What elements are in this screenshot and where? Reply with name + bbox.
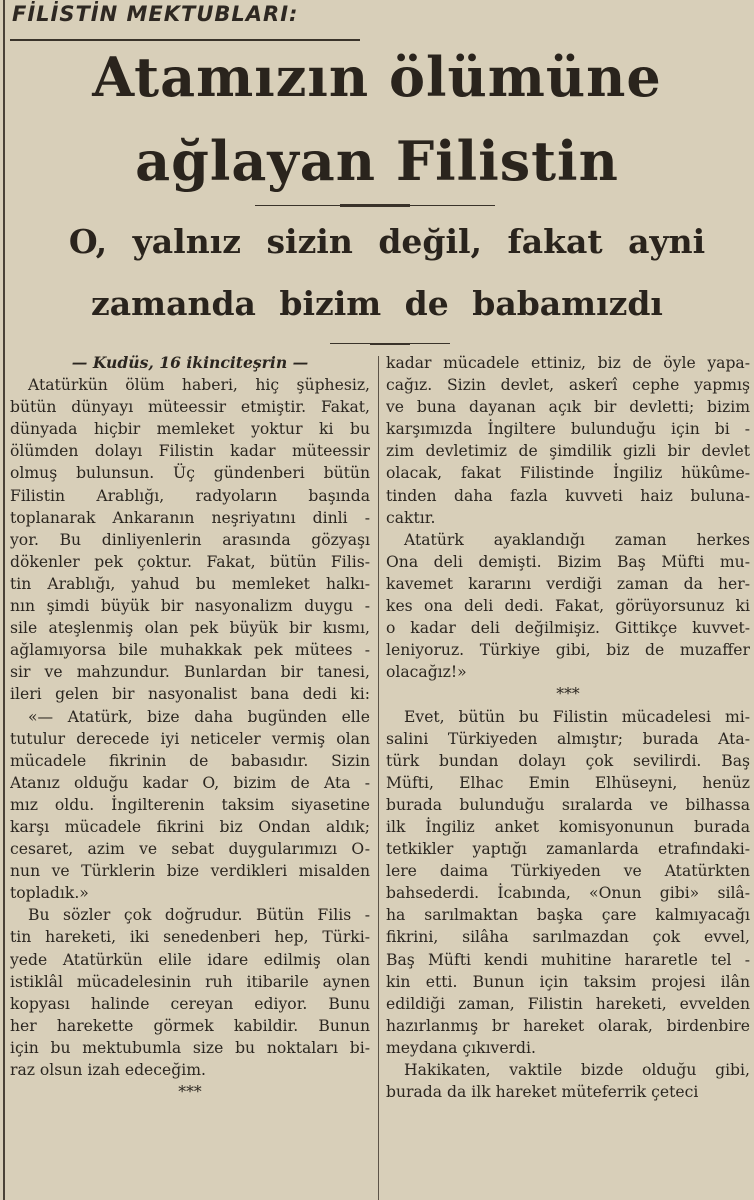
article-text-line: türk bundan dolayı çok sevilirdi. Baş (386, 751, 750, 770)
article-text-line: ha sarılmaktan başka çare kalmıyacağı (386, 906, 750, 925)
article-text-line: olacağız!» (386, 663, 467, 682)
article-text-line: burada da ilk hareket müteferrik çeteci (386, 1083, 699, 1102)
article-text-line: *** (178, 1083, 202, 1102)
article-text-line: leniyoruz. Türkiye gibi, biz de muzaffer (386, 641, 750, 660)
article-text-line: Ona deli demişti. Bizim Baş Müfti mu- (386, 552, 750, 571)
article-text-line: ölümden dolayı Filistin kadar müteessir (10, 442, 370, 461)
article-text-line: karşımızda İngiltere bulunduğu için bi - (386, 420, 750, 439)
headline-line-1: Atamızın ölümüne (92, 45, 662, 109)
article-column-left (10, 352, 370, 1103)
article-text-line: Atanız olduğu kadar O, bizim de Ata - (10, 773, 370, 792)
article-text-line: caktır. (386, 508, 436, 527)
article-text-line: yor. Bu dinliyenlerin arasında gözyaşı (10, 530, 370, 549)
article-text-line: ilk İngiliz anket komisyonunun burada (386, 817, 750, 836)
article-text-line: raz olsun izah edeceğim. (10, 1061, 206, 1079)
section-kicker: FİLİSTİN MEKTUBLARI: (12, 2, 299, 26)
article-text-line: bahsederdi. İcabında, «Onun gibi» silâ- (386, 884, 750, 903)
article-text-line: ileri gelen bir nasyonalist bana dedi ki: (10, 685, 370, 704)
article-text-line: o kadar deli değilmişiz. Gittikçe kuvvet- (386, 619, 750, 638)
subheadline-line-1: O, yalnız sizin değil, fakat ayni (68, 222, 706, 261)
article-text-line: topladık.» (10, 884, 89, 903)
article-text-line: toplanarak Ankaranın neşriyatını dinli - (10, 508, 370, 527)
article-text-line: yede Atatürkün elile idare edilmiş olan (10, 950, 370, 969)
article-text-line: kes ona deli dedi. Fakat, görüyorsunuz ki (386, 597, 750, 616)
article-text-line: edildiği zaman, Filistin hareketi, evvelden (386, 994, 750, 1013)
article-text-line: tetkikler yaptığı zamanlarda etrafındaki- (386, 840, 750, 859)
article-text-line: cesaret, azim ve sebat duygularımızı O- (10, 840, 370, 859)
article-text-line: tin Arablığı, yahud bu memleket halkı- (10, 574, 370, 593)
article-text-line: nın şimdi büyük bir nasyonalizm duygu - (10, 597, 370, 616)
article-text-line: dünyada hiçbir memleket yoktur ki bu (10, 420, 370, 439)
article-text-line: olmuş bulunsun. Üç gündenberi bütün (10, 464, 370, 483)
article-text-line: kopyası halinde cereyan ediyor. Bunu (10, 994, 370, 1013)
article-text-line: hazırlanmış br hareket olarak, birdenbire (386, 1016, 750, 1035)
article-text-line: Bu sözler çok doğrudur. Bütün Filis - (28, 906, 370, 925)
article-text-line: kin etti. Bunun için taksim projesi ilân (386, 972, 750, 991)
kicker-underline (10, 39, 360, 41)
article-text-line: karşı mücadele fikrini biz Ondan aldık; (10, 817, 370, 836)
article-text-line: «— Atatürk, bize daha bugünden elle (28, 707, 370, 726)
article-text-line: lere daima Türkiyeden ve Atatürkten (386, 862, 750, 881)
article-text-line: mücadele fikrinin de babasıdır. Sizin (10, 751, 370, 770)
article-text-line: tin hareketi, iki senedenberi hep, Türki- (10, 928, 370, 947)
article-text-line: bütün dünyayı müteessir etmiştir. Fakat, (10, 398, 370, 417)
article-text-line: sile ateşlenmiş olan pek büyük bir kısmı, (10, 619, 370, 638)
article-text-line: cağız. Sizin devlet, askerî cephe yapmış (386, 376, 750, 395)
article-text-line: Atatürk ayaklandığı zaman herkes (404, 530, 750, 549)
article-text-line: Baş Müfti kendi muhitine hararetle tel - (386, 950, 750, 969)
article-text-line: tutulur derecede iyi neticeler vermiş olan (10, 729, 370, 748)
article-text-line: Evet, bütün bu Filistin mücadelesi mi- (404, 707, 750, 726)
subheadline-divider (330, 343, 450, 345)
article-column-right (386, 352, 750, 1103)
article-text-line: Atatürkün ölüm haberi, hiç şüphesiz, (28, 376, 370, 395)
article-text-line: Hakikaten, vaktile bizde olduğu gibi, (404, 1061, 750, 1079)
article-text-line: ve buna dayanan açık bir devletti; bizim (386, 398, 750, 417)
article-text-line: her harekette görmek kabildir. Bunun (10, 1016, 370, 1035)
article-text-line: için bu mektubumla size bu noktaları bi- (10, 1038, 370, 1057)
subheadline-line-2: zamanda bizim de babamızdı (91, 284, 663, 323)
article-text-line: salini Türkiyeden almıştır; burada Ata- (386, 729, 750, 748)
article-text-line: Müfti, Elhac Emin Elhüseyni, henüz (386, 773, 750, 792)
article-text-line: burada bulunduğu sıralarda ve bilhassa (386, 795, 750, 814)
article-text-line: kavemet kararını verdiği zaman da her- (386, 574, 750, 593)
column-rule (378, 356, 379, 1200)
article-text-line: mız oldu. İngilterenin taksim siyasetine (10, 795, 370, 814)
article-text-line: fikrini, silâha sarılmazdan çok evvel, (386, 928, 750, 947)
article-text-line: dökenler pek çoktur. Fakat, bütün Filis- (10, 552, 370, 571)
article-text-line: kadar mücadele ettiniz, biz de öyle yapa- (386, 354, 750, 372)
article-text-line: olacak, fakat Filistinde İngiliz hükûme- (386, 464, 750, 483)
article-text-line: — Kudüs, 16 ikinciteşrin — (71, 353, 309, 372)
headline-divider (255, 204, 495, 207)
headline-line-2: ağlayan Filistin (135, 129, 619, 193)
article-text-line: istiklâl mücadelesinin ruh itibarile aynen (10, 972, 370, 991)
article-text-line: Filistin Arablığı, radyoların başında (10, 486, 370, 505)
article-text-line: meydana çıkıverdi. (386, 1038, 536, 1057)
article-text-line: zim devletimiz de şimdilik gizli bir devlet (386, 442, 750, 461)
article-text-line: sir ve mahzundur. Bunlardan bir tanesi, (10, 663, 370, 682)
article-text-line: *** (556, 685, 580, 704)
article-text-line: tinden daha fazla kuvveti haiz buluna- (386, 486, 750, 505)
article-text-line: nun ve Türklerin bize verdikleri misalden (10, 862, 370, 881)
article-text-line: ağlamıyorsa bile muhakkak pek mütees - (10, 641, 370, 660)
